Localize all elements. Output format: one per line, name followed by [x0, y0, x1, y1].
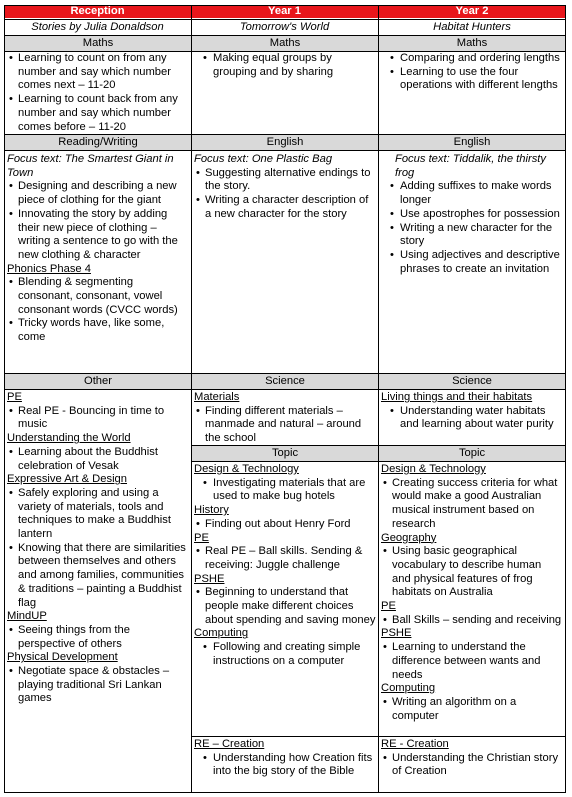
literacy-heading-reception: Reading/Writing: [5, 135, 191, 150]
header-year1: Year 1: [191, 5, 378, 18]
list-item: • Ball Skills – sending and receiving: [381, 614, 563, 628]
curriculum-table: [4, 5, 566, 793]
literacy-heading-year2: English: [379, 135, 565, 150]
list-item: • Making equal groups by grouping and by sharing: [194, 52, 374, 79]
topic-heading-year2: Topic: [379, 446, 565, 461]
list-item: • Learning to count back from any number and say which number comes before – 11-20: [7, 93, 187, 134]
section-title-re-year2: RE - Creation: [381, 738, 449, 750]
list-item: • Real PE - Bouncing in time to music: [7, 405, 189, 432]
list-item: • Comparing and ordering lengths: [381, 52, 561, 66]
maths-heading-year1: Maths: [192, 36, 378, 51]
list-item: • Learning to count on from any number and say which number comes next – 11-20: [7, 52, 187, 93]
section-title-computing-year2: Computing: [381, 682, 436, 695]
list-item: • Understanding the Christian story of Creation: [381, 752, 563, 779]
list-item: • Using basic geographical vocabulary to describe human and physical features of frog habitats on Australia: [381, 545, 563, 600]
theme-year1: Tomorrow's World: [239, 21, 330, 33]
topic-heading-year1: Topic: [192, 446, 378, 461]
list-item: • Understanding water habitats and learning about water purity: [381, 405, 563, 432]
science-heading-year1: Science: [192, 374, 378, 389]
focus-text-reception: Focus text: The Smartest Giant in Town: [7, 153, 174, 179]
other-heading-reception: Other: [5, 374, 191, 389]
section-title-pshe-year1: PSHE: [194, 572, 225, 585]
list-item: • Knowing that there are similarities between themselves and others and among families, communities & traditions – painting a Buddhist flag: [7, 542, 189, 611]
list-item: • Writing a character description of a new character for the story: [194, 194, 374, 221]
maths-heading-reception: Maths: [5, 36, 191, 51]
focus-text-year2: Focus text: Tiddalik, the thirsty frog: [395, 153, 546, 179]
list-item: • Finding out about Henry Ford: [194, 518, 376, 532]
section-title-dt-year2: Design & Technology: [381, 463, 486, 475]
list-item: • Using adjectives and descriptive phrases to create an invitation: [381, 249, 563, 276]
science-heading-year2: Science: [379, 374, 565, 389]
section-title-living-things: Living things and their habitats: [381, 391, 533, 403]
list-item: • Finding different materials – manmade and natural – around the school: [194, 405, 376, 446]
phonics-heading: Phonics Phase 4: [7, 262, 91, 275]
list-item: • Following and creating simple instructions on a computer: [194, 641, 376, 668]
focus-text-year1: Focus text: One Plastic Bag: [194, 153, 333, 165]
list-item: • Seeing things from the perspective of others: [7, 624, 189, 651]
section-title-expressive-art: Expressive Art & Design: [7, 473, 128, 486]
list-item: • Learning to use the four operations with different lengths: [381, 66, 561, 93]
section-title-materials: Materials: [194, 391, 240, 403]
list-item: • Suggesting alternative endings to the story.: [194, 167, 374, 194]
list-item: • Understanding how Creation fits into the big story of the Bible: [194, 752, 376, 779]
section-title-re-year1: RE – Creation: [194, 738, 265, 750]
list-item: • Use apostrophes for possession: [381, 208, 563, 222]
list-item: • Real PE – Ball skills. Sending & receiving: Juggle challenge: [194, 545, 376, 572]
list-item: • Tricky words have, like some, come: [7, 317, 187, 344]
list-item: • Learning about the Buddhist celebration of Vesak: [7, 446, 189, 473]
list-item: • Blending & segmenting consonant, consonant, vowel consonant words (CVCC words): [7, 276, 187, 317]
section-title-pe-year2: PE: [381, 600, 396, 613]
literacy-heading-year1: English: [192, 135, 378, 150]
section-title-mindup: MindUP: [7, 610, 47, 623]
list-item: • Negotiate space & obstacles – playing traditional Sri Lankan games: [7, 665, 189, 706]
list-item: • Safely exploring and using a variety of materials, tools and techniques to make a Buddhist lantern: [7, 487, 189, 542]
table-grid-lines: [4, 5, 566, 793]
list-item: • Learning to understand the difference between wants and needs: [381, 641, 563, 682]
maths-heading-year2: Maths: [379, 36, 565, 51]
list-item: • Beginning to understand that people make different choices about spending and saving money: [194, 586, 376, 627]
list-item: • Adding suffixes to make words longer: [381, 180, 563, 207]
list-item: • Designing and describing a new piece of clothing for the giant: [7, 180, 187, 207]
section-title-pe: PE: [7, 391, 22, 403]
section-title-physical-development: Physical Development: [7, 651, 118, 664]
section-title-pe-year1: PE: [194, 531, 209, 544]
section-title-geography: Geography: [381, 531, 437, 544]
header-year2: Year 2: [378, 5, 566, 18]
list-item: • Writing an algorithm on a computer: [381, 696, 563, 723]
list-item: • Writing a new character for the story: [381, 222, 563, 249]
theme-reception: Stories by Julia Donaldson: [31, 21, 164, 33]
section-title-understanding-world: Understanding the World: [7, 432, 131, 445]
theme-year2: Habitat Hunters: [433, 21, 511, 33]
header-reception: Reception: [4, 5, 191, 18]
section-title-computing-year1: Computing: [194, 627, 249, 640]
section-title-history: History: [194, 504, 229, 517]
list-item: • Innovating the story by adding their new piece of clothing – writing a sentence to go with the new clothing & character: [7, 208, 187, 263]
section-title-pshe-year2: PSHE: [381, 627, 412, 640]
section-title-dt: Design & Technology: [194, 463, 299, 475]
list-item: • Creating success criteria for what would make a good Australian musical instrument based on research: [381, 477, 563, 532]
list-item: • Investigating materials that are used to make bug hotels: [194, 477, 376, 504]
